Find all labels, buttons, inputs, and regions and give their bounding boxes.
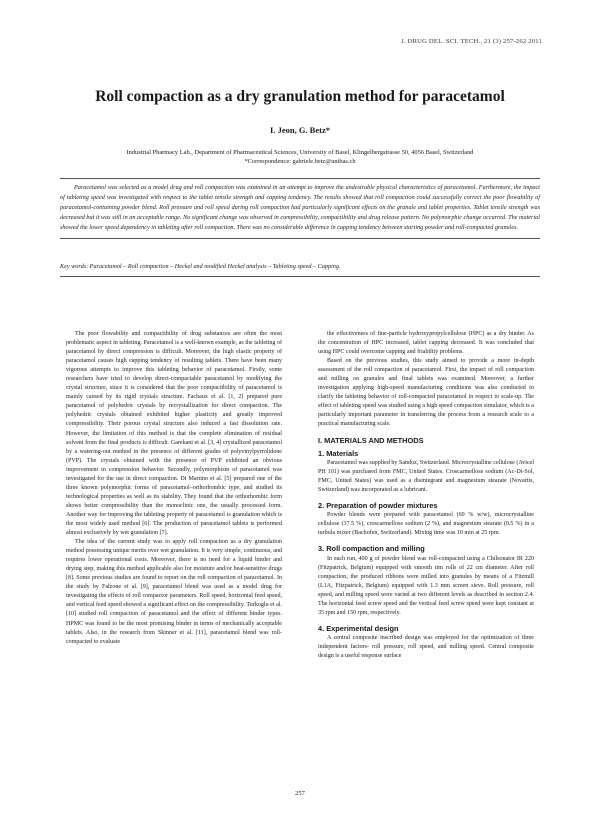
correspondence: *Correspondence: gabriele.betz@unibas.ch (244, 158, 356, 166)
subsection-heading: 4. Experimental design (318, 623, 399, 633)
intro-paragraph: the effectiveness of fine-particle hydroxypropylcellulose (HPC) as a dry binder. As the concentration of HPC increased, tablet capping decreased. It was concluded that using HPC could overcome capping and friability problems. (318, 331, 534, 356)
journal-header: J. DRUG DEL. SCI. TECH., 21 (3) 257-262 2011 (401, 38, 542, 45)
article-title: Roll compaction as a dry granulation method for paracetamol (95, 88, 505, 105)
intro-paragraph: The poor flowability and compactibility of drug substances are often the most problematic aspect in tableting. Paracetamol is a well-known example, as the tableting of paracetamol by direct compression is difficult. Moreover, the high elastic property of paracetamol causes high capping tendency of resulting tablets. There have been many vigorous attempts to improve this tableting behavior of paracetamol. Firstly, some researchers have tried to develop direct-compactable paracetamol by modifying the crystal structure, since it is considered that the poor compactibility of paracetamol is mainly caused by its rigid crystals structure. Fachaux et al. [1, 2] prepared pure paracetamol of polyhedric crystals by recrystallization for direct compaction. The polyhedric crystals obtained exhibited higher plasticity and greatly improved compressibility. Their porous crystal structure also induced a fast dissolution rate. However, the limitation of this method is that the complete elimination of residual solvent from the final products is difficult. Garekani et al. [3, 4] crystallized paracetamol by a watering-out method in the presence of different grades of polyvinylpyrrolidone (PVP). The crystals obtained with the presence of PVP exhibited an obvious improvement in compression behavior. Secondly, polymorphism of paracetamol was investigated for the use in direct compaction. Di Martino et al. [5] prepared one of the three known polymorphic forms of paracetamol–orthorhombic type, and studied its technological properties as well as its stability. They found that the orthorhombic form shows better compressibility than the monoclinic one, the usually processed form. Another way for improving the tableting property of paracetamol is granulation which is the most widely used method [6]. The production of paracetamol tablets is performed almost exclusively by wet granulation [7]. (66, 331, 282, 537)
left-column (66, 330, 282, 647)
section-paragraph: In each run, 400 g of powder blend was roll-compacted using a Chilsonator IR 220 (Fitzpatrick, Belgium) equipped with smooth rim rolls of 22 cm diameter. After roll compaction, the produced ribbons were milled into granules by means of a Fitzmill (L1A, Fitzpatrick, Belgium) equipped with 1.3 mm screen sieve. Roll pressure, roll speed, and milling speed were varied at two different levels as described in section 2.4. The horizontal feed screw speed and the vertical feed screw speed were kept constant at 35 rpm and 150 rpm, respectively. (318, 555, 534, 616)
section-paragraph: Powder blends were prepared with paracetamol (60 % w/w), microcrystalline cellulose (37.5 %), croscarmellose sodium (2 %), and magnesium stearate (0.5 %) in a turbula mixer (Bachofen, Switzerland). Mixing time was 10 min at 25 rpm. (318, 512, 534, 537)
section-heading-materials-methods: I. MATERIALS AND METHODS (318, 435, 424, 445)
abstract: Paracetamol was selected as a model drug and roll compaction was examined in an attempt to improve the undesirable physical characteristics of paracetamol. Furthermore, the impact of tableting speed was investigated with respect to the tablet tensile strength and capping tendency. The results showed that roll compaction could successfully correct the poor flowability of paracetamol-containing powder blend. Roll pressure and roll speed during roll compaction had particularly significant effects on the granule and tablet properties. Tablet tensile strength was decreased but it was still in an acceptable range. No significant change was observed in compressibility, compactibility and drug release pattern. No polymorphic change occurred. The material showed the lower speed dependency in tableting after roll compaction. There was no considerable difference in capping tendency between starting powder and roll-compacted granules. (60, 184, 540, 231)
right-column (318, 330, 534, 661)
authors: I. Jeon, G. Betz* (270, 125, 330, 135)
section-paragraph: A central composite inscribed design was employed for the optimization of three independent factors- roll pressure, roll speed, and milling speed. Central composite design is a useful response surface (318, 635, 534, 660)
abstract-box (60, 178, 540, 239)
intro-paragraph: The idea of the current study was to apply roll compaction as a dry granulation method possessing unique merits over wet granulation. It is very simple, continuous, and requires lower operational costs. Moreover, there is no need for a liquid binder and drying step, making this method applicable also for moisture and/or heat-sensitive drugs [8]. Some previous studies are found to report on the roll compaction of paracetamol. In the study by Falzone et al. [9], paracetamol blend was used as a model drug for investigating the effects of roll compactor parameters. Roll speed, horizontal feed speed, and vertical feed speed showed a significant effect on the compressibility. Turkoglu et al. [10] studied roll compaction of paracetamol and the effect of different binder types. HPMC was found to be the most promising binder in terms of mechanically acceptable tablets. Also, in the research from Skinner et al. [11], paracetamol blend was roll-compacted to evaluate (66, 539, 282, 645)
section-paragraph: Paracetamol was supplied by Sandoz, Switzerland. Microcrystalline cellulose (Avicel PH 101) was purchased from FMC, United States. Croscarmellose sodium (Ac-Di-Sol, FMC, United States) was used as a disintegrant and magnesium stearate (Novartis, Switzerland) was incorporated as a lubricant. (318, 459, 534, 494)
intro-paragraph: Based on the previous studies, this study aimed to provide a more in-depth assessment of the roll compaction of paracetamol. First, the impact of roll compaction and milling on granules and final tablets was examined. Moreover, a further investigation applying high-speed manufacturing conditions was also conducted to clarify the tableting behavior of roll-compacted paracetamol in respect to scale-up. The effect of tableting speed was studied using a high speed compaction simulator, which is a particularly important parameter in transferring the process from a research scale to a practical manufacturing scale. (318, 358, 534, 428)
subsection-heading: 2. Preparation of powder mixtures (318, 501, 438, 511)
affiliation-block (40, 148, 560, 167)
page-number: 257 (295, 790, 305, 797)
affiliation: Industrial Pharmacy Lab., Department of Pharmaceutical Sciences, University of Basel, Klingelbergstrasse 50, 4056 Basel, Switzerland (126, 149, 474, 156)
keywords: Key words: Paracetamol – Roll compaction – Heckel and modified Heckel analysis – Tableting speed – Capping. (60, 262, 540, 277)
subsection-heading: 3. Roll compaction and milling (318, 544, 425, 554)
subsection-heading: 1. Materials (318, 448, 359, 458)
